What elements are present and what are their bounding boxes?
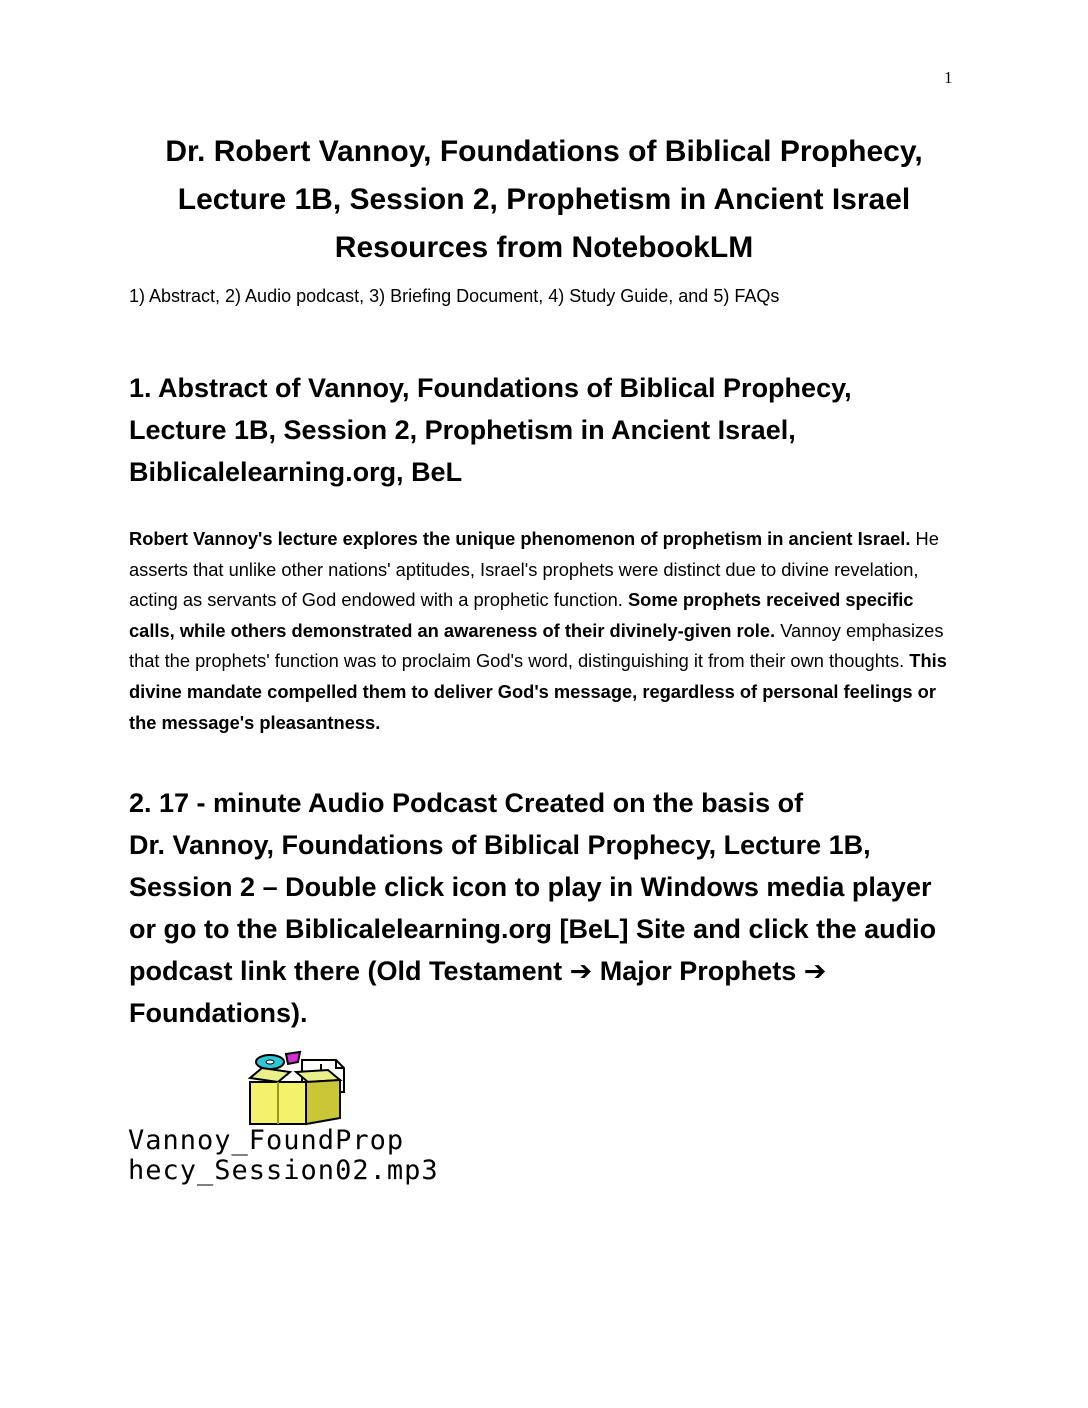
podcast-line-5b: Major Prophets <box>592 956 804 986</box>
contents-list: 1) Abstract, 2) Audio podcast, 3) Briefing Document, 4) Study Guide, and 5) FAQs <box>129 286 780 306</box>
page-number: 1 <box>944 68 953 87</box>
audio-file-label[interactable] <box>128 1126 468 1186</box>
podcast-heading-line-6: Foundations). <box>129 998 308 1028</box>
podcast-heading-line-4: or go to the Biblicalelearning.org [BeL] Site and click the audio <box>129 914 937 944</box>
podcast-line-5a: podcast link there (Old Testament <box>129 956 570 986</box>
title-line-1: Dr. Robert Vannoy, Foundations of Biblical Prophecy, <box>165 135 923 168</box>
abstract-heading-line-1: 1. Abstract of Vannoy, Foundations of Biblical Prophecy, <box>129 373 852 403</box>
document-title <box>100 128 988 272</box>
audio-file-label-line-2: hecy_Session02.mp3 <box>128 1155 439 1186</box>
title-line-3: Resources from NotebookLM <box>334 231 754 264</box>
arrow-icon: ➔ <box>569 956 593 986</box>
abstract-bold-1: Robert Vannoy's lecture explores the unique phenomenon of prophetism in ancient Israel. <box>129 528 911 549</box>
abstract-heading-line-3: Biblicalelearning.org, BeL <box>129 457 463 487</box>
abstract-bold-3: This divine mandate compelled them to deliver God's message, regardless of personal feelings or the message's pleasantness. <box>129 650 947 733</box>
media-package-icon[interactable] <box>244 1048 348 1128</box>
abstract-paragraph <box>129 524 959 738</box>
abstract-heading <box>129 367 852 493</box>
podcast-heading-line-2: Dr. Vannoy, Foundations of Biblical Prophecy, Lecture 1B, <box>129 830 871 860</box>
title-line-2: Lecture 1B, Session 2, Prophetism in Ancient Israel <box>177 183 911 216</box>
podcast-heading <box>129 782 936 1034</box>
podcast-heading-line-3: Session 2 – Double click icon to play in Windows media player <box>129 872 932 902</box>
abstract-bold-2: Some prophets received specific calls, while others demonstrated an awareness of their divinely-given role. <box>129 589 914 641</box>
podcast-heading-line-1: 2. 17 - minute Audio Podcast Created on the basis of <box>129 788 804 818</box>
abstract-text-2: Vannoy emphasizes that the prophets' function was to proclaim God's word, distinguishing it from their own thoughts. <box>129 619 944 672</box>
abstract-text-1: He asserts that unlike other nations' aptitudes, Israel's prophets were distinct due to divine revelation, acting as servants of God endowed with a prophetic function. <box>129 528 939 611</box>
abstract-heading-line-2: Lecture 1B, Session 2, Prophetism in Ancient Israel, <box>129 415 796 445</box>
podcast-heading-line-5 <box>129 950 936 992</box>
arrow-icon: ➔ <box>803 956 827 986</box>
audio-file-label-line-1: Vannoy_FoundProp <box>128 1126 405 1156</box>
